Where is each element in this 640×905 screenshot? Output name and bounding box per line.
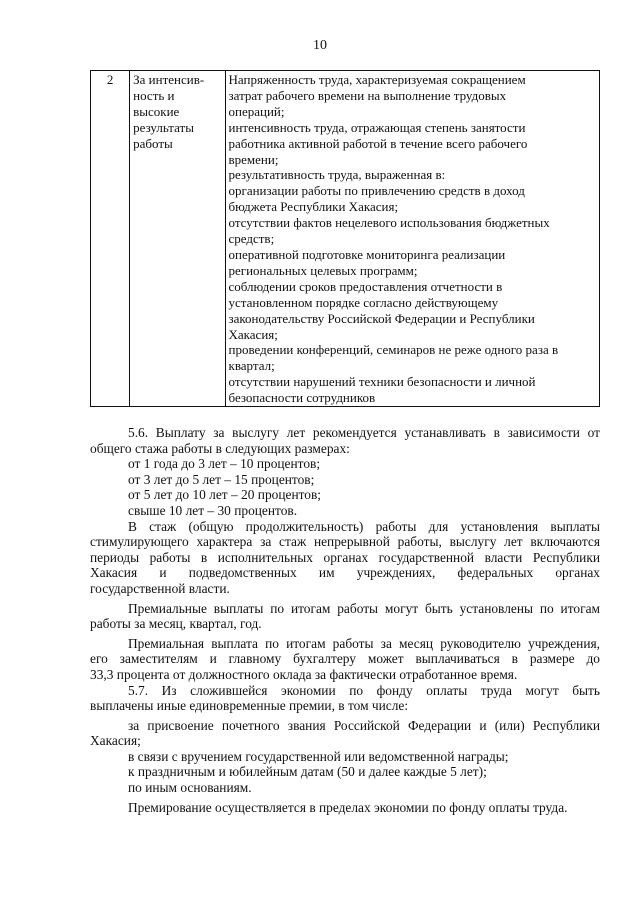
bonus-item: к праздничным и юбилейным датам (50 и далее каждые 5 лет); [128, 764, 487, 780]
description-line: отсутствии нарушений техники безопасности и личной [228, 374, 536, 390]
description-line: региональных целевых программ; [228, 262, 418, 278]
paragraph-5-7-line: выплачены иные единовременные премии, в том числе: [90, 698, 409, 714]
criterion-line: ность и [133, 87, 175, 103]
criterion-description-cell [225, 71, 600, 407]
premium-paragraph-line: работы за месяц, квартал, год. [90, 616, 262, 632]
final-paragraph: Премирование осуществляется в пределах экономии по фонду оплаты труда. [128, 799, 568, 815]
paragraph-5-7-line: 5.7. Из сложившейся экономии по фонду оплаты труда могут быть [128, 682, 600, 698]
description-line: безопасности сотрудников [228, 390, 376, 406]
scale-item: свыше 10 лет – 30 процентов. [128, 502, 298, 518]
paragraph-5-6-line: общего стажа работы в следующих размерах: [90, 440, 350, 456]
stazh-paragraph-line: государственной власти. [90, 580, 230, 596]
stazh-paragraph-line: В стаж (общую продолжительность) работы для установления выплаты [128, 518, 600, 534]
stazh-paragraph-line: стимулирующего характера за стаж непрерывной работы, выслугу лет включаются [90, 534, 600, 550]
table-row [91, 71, 600, 407]
description-line: оперативной подготовке мониторинга реализации [228, 246, 506, 262]
scale-item: от 3 лет до 5 лет – 15 процентов; [128, 471, 315, 487]
premium-monthly-line: Премиальная выплата по итогам работы за месяц руководителю учреждения, [128, 635, 600, 651]
description-line: установленном порядке согласно действующему [228, 294, 499, 310]
description-line: времени; [228, 151, 279, 167]
page-number: 10 [313, 38, 327, 53]
row-number-cell: 2 [91, 71, 130, 407]
description-line: отсутствии фактов нецелевого использования бюджетных [228, 215, 550, 231]
description-line: работника активной работой в течение всего рабочего [228, 135, 528, 151]
description-line: затрат рабочего времени на выполнение трудовых [228, 87, 507, 103]
bonus-item: в связи с вручением государственной или ведомственной награды; [128, 748, 509, 764]
description-line: средств; [228, 231, 275, 247]
criteria-table [90, 70, 600, 407]
criterion-line: результаты [133, 119, 194, 135]
description-line: организации работы по привлечению средств в доход [228, 183, 525, 199]
bonus-item: по иным основаниям. [128, 780, 252, 796]
premium-monthly-line: его заместителям и главному бухгалтеру может выплачиваться в размере до [90, 651, 600, 667]
description-line: квартал; [228, 358, 275, 374]
paragraph-5-6-line: 5.6. Выплату за выслугу лет рекомендуется устанавливать в зависимости от [128, 425, 600, 440]
description-line: интенсивность труда, отражающая степень занятости [228, 119, 526, 135]
criterion-line: работы [133, 135, 173, 151]
premium-paragraph-line: Премиальные выплаты по итогам работы могут быть установлены по итогам [128, 600, 600, 616]
scale-item: от 1 года до 3 лет – 10 процентов; [128, 456, 321, 472]
description-line: Напряженность труда, характеризуемая сокращением [228, 72, 526, 87]
stazh-paragraph-line: периоды работы в исполнительных органах государственной власти Республики [90, 549, 600, 565]
stazh-paragraph-line: Хакасия и подведомственных им учреждениях, федеральных органах [90, 565, 600, 581]
bonus-item: Хакасия; [90, 733, 141, 749]
scale-item: от 5 лет до 10 лет – 20 процентов; [128, 487, 322, 503]
criterion-line: высокие [133, 103, 180, 119]
criterion-name-cell [130, 71, 225, 407]
premium-monthly-line: 33,3 процента от должностного оклада за фактически отработанное время. [90, 666, 518, 682]
description-line: проведении конференций, семинаров не реже одного раза в [228, 342, 559, 358]
description-line: операций; [228, 103, 285, 119]
description-line: Хакасия; [228, 326, 278, 342]
description-line: законодательству Российской Федерации и Республики [228, 310, 535, 326]
description-line: результативность труда, выраженная в: [228, 167, 446, 183]
bonus-item: за присвоение почетного звания Российской Федерации и (или) Республики [128, 717, 600, 733]
document-body [90, 425, 600, 815]
description-line: соблюдении сроков предоставления отчетности в [228, 278, 503, 294]
description-line: бюджета Республики Хакасия; [228, 199, 399, 215]
criterion-line: За интенсив- [133, 72, 205, 87]
